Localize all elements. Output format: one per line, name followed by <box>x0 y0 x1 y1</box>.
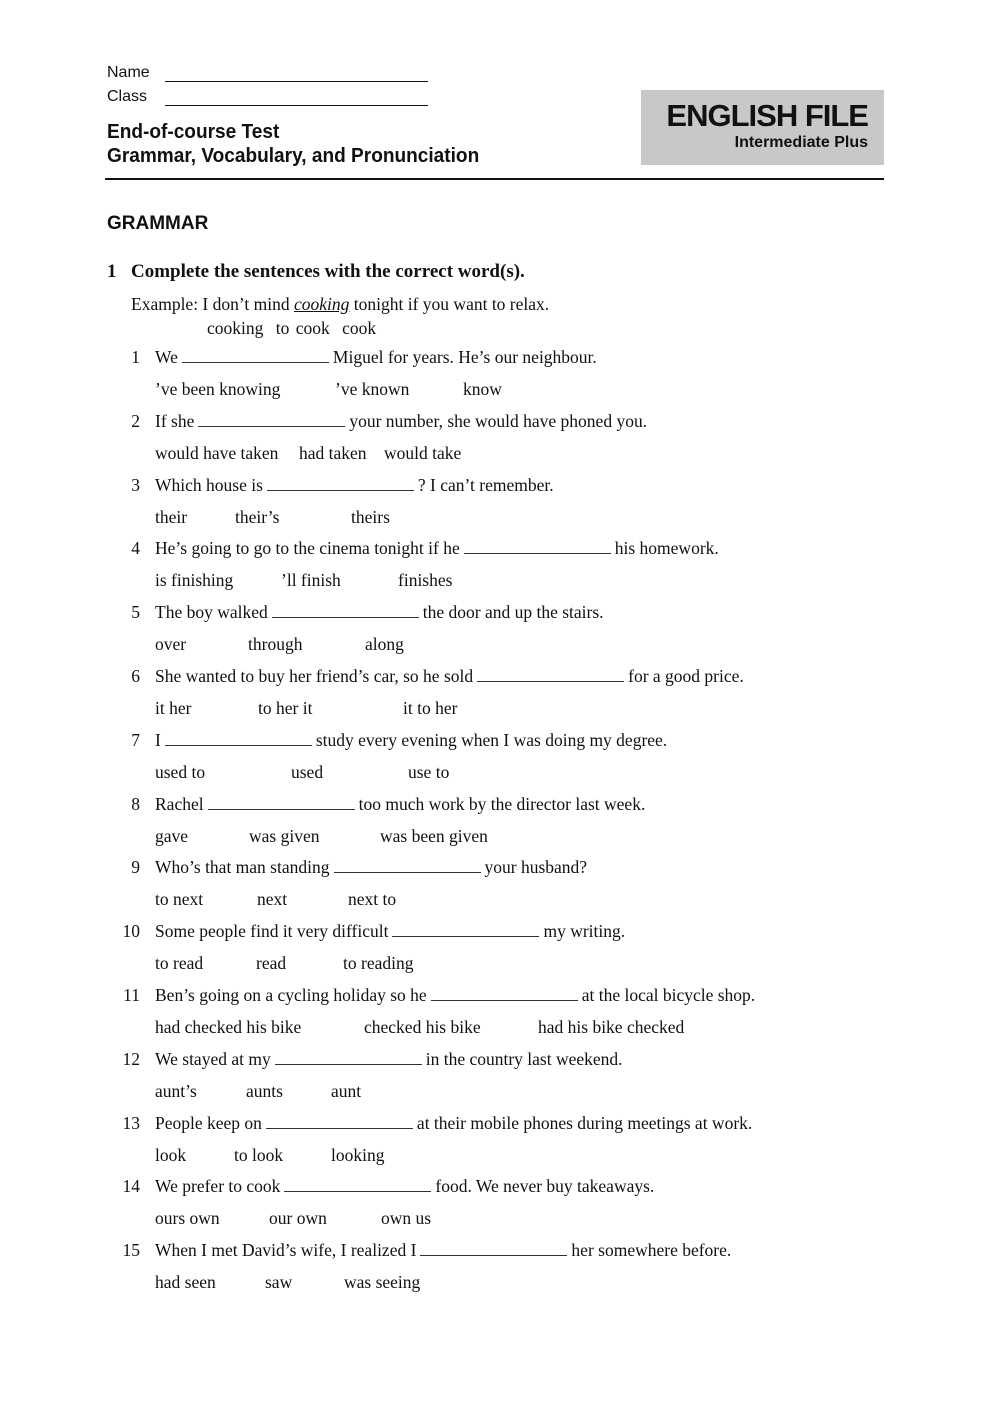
answer-option[interactable]: to next <box>155 889 204 909</box>
answer-option[interactable]: would take <box>384 443 462 463</box>
answer-option[interactable]: aunt’s <box>155 1081 197 1101</box>
question-number: 6 <box>131 666 140 686</box>
test-subtitle: Grammar, Vocabulary, and Pronunciation <box>107 144 480 167</box>
example-option: cooking <box>207 318 264 338</box>
answer-option[interactable]: over <box>155 634 187 654</box>
question-number: 2 <box>131 411 140 431</box>
answer-option[interactable]: used <box>291 762 324 782</box>
question-number: 5 <box>131 602 140 622</box>
sentence-end: at the local bicycle shop. <box>581 985 756 1005</box>
sentence-start: People keep on <box>155 1113 262 1133</box>
answer-option[interactable]: to read <box>155 953 204 973</box>
sentence-start: When I met David’s wife, I realized I <box>155 1240 417 1260</box>
answer-option[interactable]: was given <box>249 826 320 846</box>
sentence-start: I <box>155 730 161 750</box>
question-sentence <box>155 475 554 496</box>
sentence-start: Ben’s going on a cycling holiday so he <box>155 985 427 1005</box>
sentence-end: ? I can’t remember. <box>417 475 554 495</box>
answer-blank[interactable] <box>477 667 624 682</box>
sentence-start: If she <box>155 411 195 431</box>
answer-blank[interactable] <box>208 795 355 810</box>
sentence-end: your number, she would have phoned you. <box>349 411 648 431</box>
answer-option[interactable]: to her it <box>258 698 313 718</box>
sentence-start: She wanted to buy her friend’s car, so he sold <box>155 666 474 686</box>
answer-option[interactable]: finishes <box>398 570 453 590</box>
answer-option[interactable]: next <box>257 889 288 909</box>
answer-option[interactable]: it her <box>155 698 192 718</box>
sentence-end: my writing. <box>543 921 626 941</box>
sentence-end: food. We never buy takeaways. <box>435 1176 655 1196</box>
example-prefix: Example: I don’t mind <box>131 294 290 314</box>
answer-blank[interactable] <box>420 1241 567 1256</box>
question-number: 10 <box>122 921 140 941</box>
sentence-start: Which house is <box>155 475 263 495</box>
answer-option[interactable]: would have taken <box>155 443 279 463</box>
answer-option[interactable]: ’ve been knowing <box>155 379 281 399</box>
name-label: Name <box>107 64 150 81</box>
question-number: 1 <box>131 347 140 367</box>
sentence-end: in the country last weekend. <box>425 1049 623 1069</box>
sentence-start: We stayed at my <box>155 1049 271 1069</box>
answer-option[interactable]: to reading <box>343 953 414 973</box>
question-number: 8 <box>131 794 140 814</box>
sentence-end: her somewhere before. <box>571 1240 732 1260</box>
question-number: 3 <box>131 475 140 495</box>
question-sentence <box>155 538 719 559</box>
sentence-end: at their mobile phones during meetings at work. <box>416 1113 753 1133</box>
answer-option[interactable]: ’ve known <box>335 379 410 399</box>
question-number: 9 <box>131 857 140 877</box>
sentence-start: Who’s that man standing <box>155 857 330 877</box>
answer-option[interactable]: through <box>248 634 303 654</box>
class-label: Class <box>107 88 148 105</box>
logo-level: Intermediate Plus <box>734 134 868 151</box>
section-heading: GRAMMAR <box>107 213 209 234</box>
sentence-end: his homework. <box>614 538 719 558</box>
class-field[interactable] <box>165 105 428 106</box>
answer-option[interactable]: ours own <box>155 1208 220 1228</box>
example-sentence <box>131 294 549 315</box>
answer-option[interactable]: looking <box>331 1145 385 1165</box>
task-instruction: Complete the sentences with the correct word(s). <box>131 261 525 282</box>
example-options <box>207 318 382 339</box>
sentence-start: He’s going to go to the cinema tonight if he <box>155 538 460 558</box>
logo-title: ENGLISH FILE <box>666 98 868 133</box>
answer-option[interactable]: own us <box>381 1208 432 1228</box>
question-sentence <box>155 347 597 368</box>
answer-blank[interactable] <box>165 731 312 746</box>
answer-blank[interactable] <box>464 539 611 554</box>
question-number: 11 <box>123 985 140 1005</box>
answer-option[interactable]: their’s <box>235 507 280 527</box>
answer-option[interactable]: know <box>463 379 502 399</box>
question-sentence <box>155 857 587 878</box>
answer-blank[interactable] <box>182 348 329 363</box>
answer-blank[interactable] <box>284 1177 431 1192</box>
answer-option[interactable]: to look <box>234 1145 284 1165</box>
sentence-end: Miguel for years. He’s our neighbour. <box>332 347 597 367</box>
task-number: 1 <box>107 261 117 282</box>
answer-option[interactable]: checked his bike <box>364 1017 481 1037</box>
answer-blank[interactable] <box>334 858 481 873</box>
question-sentence <box>155 666 744 687</box>
english-file-logo <box>641 90 884 165</box>
answer-option[interactable]: had taken <box>299 443 367 463</box>
name-field[interactable] <box>165 81 428 82</box>
answer-blank[interactable] <box>267 476 414 491</box>
question-sentence <box>155 921 625 942</box>
answer-option[interactable]: was seeing <box>344 1272 421 1292</box>
answer-option[interactable]: aunt <box>331 1081 362 1101</box>
question-sentence <box>155 411 647 432</box>
header-divider <box>105 178 884 180</box>
example-suffix: tonight if you want to relax. <box>353 294 550 314</box>
question-number: 7 <box>131 730 140 750</box>
answer-option[interactable]: gave <box>155 826 189 846</box>
question-number: 12 <box>122 1049 140 1069</box>
sentence-start: The boy walked <box>155 602 268 622</box>
test-title: End-of-course Test <box>107 120 280 143</box>
answer-blank[interactable] <box>198 412 345 427</box>
example-option: to cook <box>275 318 330 338</box>
question-sentence <box>155 985 755 1006</box>
question-number: 13 <box>122 1113 140 1133</box>
answer-option[interactable]: is finishing <box>155 570 234 590</box>
answer-option[interactable]: our own <box>269 1208 327 1228</box>
answer-option[interactable]: along <box>365 634 404 654</box>
answer-option[interactable]: next to <box>348 889 397 909</box>
question-sentence <box>155 602 604 623</box>
answer-blank[interactable] <box>275 1050 422 1065</box>
answer-option[interactable]: ’ll finish <box>281 570 341 590</box>
sentence-start: Some people find it very difficult <box>155 921 389 941</box>
question-sentence <box>155 1113 752 1134</box>
sentence-start: We <box>155 347 178 367</box>
sentence-end: your husband? <box>484 857 588 877</box>
answer-option[interactable]: their <box>155 507 188 527</box>
answer-option[interactable]: had his bike checked <box>538 1017 685 1037</box>
answer-blank[interactable] <box>392 922 539 937</box>
question-sentence <box>155 1240 731 1261</box>
question-sentence <box>155 1049 623 1070</box>
question-number: 15 <box>122 1240 140 1260</box>
answer-blank[interactable] <box>431 986 578 1001</box>
answer-option[interactable]: theirs <box>351 507 390 527</box>
sentence-start: We prefer to cook <box>155 1176 281 1196</box>
answer-option[interactable]: used to <box>155 762 206 782</box>
question-sentence <box>155 730 667 751</box>
answer-option[interactable]: aunts <box>246 1081 283 1101</box>
answer-blank[interactable] <box>266 1114 413 1129</box>
question-sentence <box>155 1176 654 1197</box>
example-option: cook <box>342 318 377 338</box>
answer-option[interactable]: had checked his bike <box>155 1017 302 1037</box>
example-answer: cooking <box>294 294 350 314</box>
sentence-end: too much work by the director last week. <box>358 794 646 814</box>
sentence-end: for a good price. <box>628 666 744 686</box>
sentence-end: study every evening when I was doing my degree. <box>315 730 668 750</box>
answer-option[interactable]: read <box>256 953 287 973</box>
answer-blank[interactable] <box>272 603 419 618</box>
answer-option[interactable]: it to her <box>403 698 458 718</box>
question-sentence <box>155 794 645 815</box>
question-number: 14 <box>122 1176 140 1196</box>
answer-option[interactable]: saw <box>265 1272 293 1292</box>
answer-option[interactable]: look <box>155 1145 187 1165</box>
sentence-start: Rachel <box>155 794 204 814</box>
answer-option[interactable]: had seen <box>155 1272 216 1292</box>
answer-option[interactable]: use to <box>408 762 450 782</box>
answer-option[interactable]: was been given <box>380 826 488 846</box>
question-number: 4 <box>131 538 140 558</box>
sentence-end: the door and up the stairs. <box>422 602 604 622</box>
